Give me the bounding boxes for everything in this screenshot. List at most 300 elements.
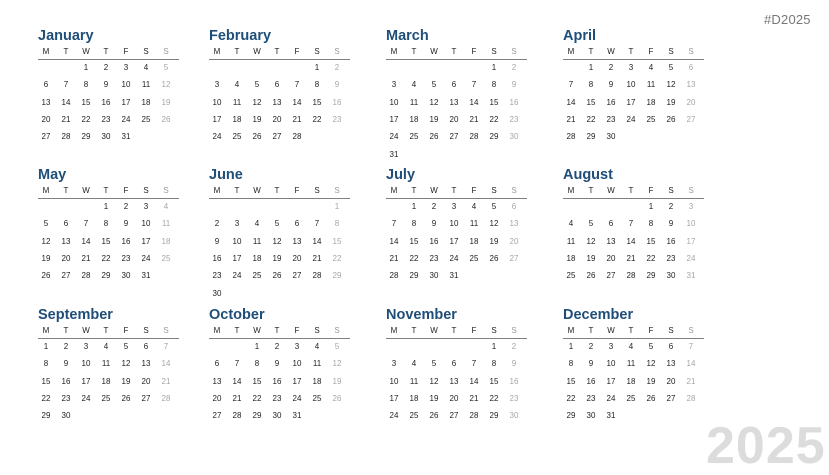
calendar-day: 10: [232, 236, 242, 246]
calendar-day: 20: [686, 97, 696, 107]
weekday-label: T: [588, 186, 594, 195]
calendar-day: 4: [254, 219, 260, 229]
weekday-label: S: [334, 186, 340, 195]
calendar-day: 28: [292, 132, 302, 142]
calendar-day: 24: [212, 132, 222, 142]
calendar-day: 19: [41, 253, 51, 263]
weekday-label: M: [213, 47, 221, 56]
calendar-day: 27: [292, 271, 302, 281]
calendar-day: 13: [41, 97, 51, 107]
calendar-day: 17: [212, 114, 222, 124]
calendar-day: 20: [272, 114, 282, 124]
weekday-label: W: [430, 326, 438, 335]
calendar-day: 31: [606, 411, 616, 421]
calendar-day: 14: [389, 236, 399, 246]
calendar-day: 5: [274, 219, 280, 229]
calendar-day: 8: [411, 219, 417, 229]
calendar-day: 20: [449, 393, 459, 403]
calendar-day: 16: [121, 236, 131, 246]
calendar-day: 24: [606, 393, 616, 403]
weekday-label: M: [390, 186, 398, 195]
calendar-day: 5: [668, 63, 674, 72]
calendar-day: 23: [509, 114, 519, 124]
calendar-day: 7: [628, 219, 634, 229]
calendar-day: 15: [332, 236, 342, 246]
calendar-day: 2: [608, 63, 614, 72]
calendar-day: 28: [469, 411, 479, 421]
calendar-day: 12: [489, 219, 499, 229]
calendar-day: 29: [489, 411, 499, 421]
calendar-day: 30: [272, 411, 282, 421]
calendar-day: 3: [214, 80, 220, 90]
weekday-label: T: [628, 186, 634, 195]
month-name: November: [386, 307, 457, 323]
calendar-day: 27: [272, 132, 282, 142]
weekday-header-row: [386, 46, 527, 60]
calendar-day: 27: [606, 271, 616, 281]
weekday-header-row: [386, 185, 527, 199]
weekday-label: T: [234, 186, 240, 195]
calendar-day: 24: [389, 132, 399, 142]
weekday-label: T: [411, 47, 417, 56]
weekday-label: T: [63, 326, 69, 335]
calendar-day: 25: [161, 253, 171, 263]
calendar-day: 29: [41, 411, 51, 421]
calendar-day: 6: [608, 219, 614, 229]
calendar-day: 19: [121, 376, 131, 386]
calendar-day: 16: [212, 253, 222, 263]
calendar-day: 5: [334, 342, 340, 351]
weekday-label: S: [143, 186, 149, 195]
calendar-day: 19: [429, 393, 439, 403]
calendar-day: 22: [81, 114, 91, 124]
calendar-day: 21: [626, 253, 636, 263]
calendar-day: 12: [429, 376, 439, 386]
calendar-day: 4: [163, 202, 169, 211]
calendar-day: 26: [646, 393, 656, 403]
calendar-day: 1: [588, 63, 594, 72]
calendar-day: 28: [686, 393, 696, 403]
weekday-label: S: [314, 47, 320, 56]
calendar-day: 11: [232, 97, 242, 107]
calendar-day: 3: [451, 202, 457, 211]
calendar-day: 5: [254, 80, 260, 90]
weekday-label: F: [123, 47, 129, 56]
calendar-day: 21: [469, 114, 479, 124]
calendar-day: 12: [272, 236, 282, 246]
calendar-day: 30: [121, 271, 131, 281]
weekday-label: S: [334, 47, 340, 56]
weekday-header-row: [386, 325, 527, 339]
month-name: March: [386, 28, 429, 44]
calendar-day: 13: [449, 97, 459, 107]
calendar-day: 15: [101, 236, 111, 246]
calendar-day: 5: [588, 219, 594, 229]
weekday-label: S: [668, 47, 674, 56]
weekday-header-row: [38, 185, 179, 199]
weekday-header-row: [209, 46, 350, 60]
calendar-day: 26: [332, 393, 342, 403]
calendar-day: 12: [429, 97, 439, 107]
calendar-day: 25: [566, 271, 576, 281]
calendar-day: 1: [568, 342, 574, 351]
calendar-day: 26: [586, 271, 596, 281]
calendar-day: 15: [409, 236, 419, 246]
weekday-label: W: [253, 326, 261, 335]
calendar-day: 9: [511, 80, 517, 90]
weekday-label: S: [511, 47, 517, 56]
calendar-day: 19: [332, 376, 342, 386]
calendar-day: 29: [252, 411, 262, 421]
calendar-day: 13: [666, 359, 676, 369]
weekday-label: S: [688, 47, 694, 56]
calendar-day: 15: [41, 376, 51, 386]
calendar-day: 2: [588, 342, 594, 351]
calendar-day: 21: [61, 114, 71, 124]
calendar-day: 7: [568, 80, 574, 90]
calendar-day: 26: [121, 393, 131, 403]
calendar-day: 12: [586, 236, 596, 246]
calendar-day: 28: [389, 271, 399, 281]
calendar-day: 29: [81, 132, 91, 142]
calendar-day: 30: [61, 411, 71, 421]
calendar-day: 12: [332, 359, 342, 369]
calendar-day: 27: [509, 253, 519, 263]
calendar-day: 8: [83, 80, 89, 90]
calendar-day: 8: [103, 219, 109, 229]
calendar-day: 8: [43, 359, 49, 369]
calendar-day: 23: [509, 393, 519, 403]
weekday-label: T: [63, 186, 69, 195]
calendar-day: 7: [234, 359, 240, 369]
calendar-day: 16: [429, 236, 439, 246]
calendar-day: 13: [686, 80, 696, 90]
calendar-day: 14: [161, 359, 171, 369]
weekday-label: T: [628, 326, 634, 335]
calendar-day: 20: [666, 376, 676, 386]
calendar-day: 3: [688, 202, 694, 211]
calendar-day: 17: [626, 97, 636, 107]
calendar-day: 18: [141, 97, 151, 107]
weekday-label: F: [294, 186, 300, 195]
calendar-day: 25: [101, 393, 111, 403]
calendar-day: 26: [429, 411, 439, 421]
calendar-day: 7: [391, 219, 397, 229]
weekday-label: T: [588, 47, 594, 56]
calendar-day: 10: [121, 80, 131, 90]
calendar-day: 16: [272, 376, 282, 386]
calendar-day: 30: [212, 288, 222, 298]
weekday-label: T: [103, 186, 109, 195]
calendar-day: 25: [232, 132, 242, 142]
weekday-label: W: [607, 326, 615, 335]
calendar-day: 4: [471, 202, 477, 211]
calendar-day: 27: [666, 393, 676, 403]
calendar-day: 15: [489, 97, 499, 107]
calendar-day: 9: [334, 80, 340, 90]
calendar-day: 17: [389, 114, 399, 124]
calendar-day: 4: [143, 63, 149, 72]
calendar-day: 7: [314, 219, 320, 229]
weekday-label: M: [213, 326, 221, 335]
weekday-label: S: [668, 186, 674, 195]
weekday-label: W: [253, 186, 261, 195]
calendar-day: 31: [686, 271, 696, 281]
calendar-day: 18: [409, 114, 419, 124]
calendar-day: 8: [491, 80, 497, 90]
calendar-day: 23: [429, 253, 439, 263]
calendar-day: 18: [161, 236, 171, 246]
calendar-day: 13: [449, 376, 459, 386]
weekday-label: M: [42, 186, 50, 195]
calendar-day: 18: [646, 97, 656, 107]
weekday-label: M: [390, 47, 398, 56]
calendar-day: 20: [141, 376, 151, 386]
calendar-day: 22: [332, 253, 342, 263]
calendar-day: 19: [666, 97, 676, 107]
weekday-label: F: [471, 47, 477, 56]
calendar-day: 29: [586, 132, 596, 142]
calendar-day: 24: [232, 271, 242, 281]
calendar-day: 16: [586, 376, 596, 386]
calendar-day: 16: [332, 97, 342, 107]
calendar-day: 3: [143, 202, 149, 211]
calendar-day: 2: [668, 202, 674, 211]
calendar-day: 21: [232, 393, 242, 403]
weekday-label: T: [63, 47, 69, 56]
calendar-day: 9: [431, 219, 437, 229]
calendar-day: 7: [294, 80, 300, 90]
calendar-day: 19: [252, 114, 262, 124]
weekday-label: S: [163, 326, 169, 335]
calendar-day: 21: [161, 376, 171, 386]
calendar-day: 1: [314, 63, 320, 72]
weekday-label: T: [588, 326, 594, 335]
calendar-day: 9: [588, 359, 594, 369]
weekday-label: S: [491, 186, 497, 195]
calendar-day: 22: [101, 253, 111, 263]
calendar-day: 30: [666, 271, 676, 281]
calendar-day: 10: [389, 376, 399, 386]
calendar-day: 5: [163, 63, 169, 72]
calendar-day: 12: [666, 80, 676, 90]
calendar-day: 25: [312, 393, 322, 403]
calendar-day: 26: [41, 271, 51, 281]
calendar-day: 24: [121, 114, 131, 124]
calendar-day: 15: [252, 376, 262, 386]
calendar-day: 18: [566, 253, 576, 263]
weekday-label: M: [567, 47, 575, 56]
calendar-day: 2: [511, 63, 517, 72]
calendar-day: 4: [648, 63, 654, 72]
weekday-header-row: [563, 46, 704, 60]
calendar-day: 15: [489, 376, 499, 386]
calendar-day: 26: [429, 132, 439, 142]
calendar-day: 5: [431, 80, 437, 90]
calendar-day: 13: [292, 236, 302, 246]
calendar-day: 11: [141, 80, 151, 90]
calendar-day: 17: [121, 97, 131, 107]
calendar-day: 3: [234, 219, 240, 229]
weekday-label: W: [82, 186, 90, 195]
weekday-label: S: [688, 186, 694, 195]
calendar-day: 10: [449, 219, 459, 229]
calendar-day: 24: [626, 114, 636, 124]
weekday-label: S: [511, 186, 517, 195]
calendar-day: 18: [626, 376, 636, 386]
calendar-day: 11: [101, 359, 111, 369]
calendar-day: 6: [43, 80, 49, 90]
calendar-day: 2: [511, 342, 517, 351]
calendar-day: 23: [332, 114, 342, 124]
weekday-label: M: [567, 186, 575, 195]
weekday-header-row: [563, 325, 704, 339]
calendar-day: 16: [509, 97, 519, 107]
calendar-day: 19: [489, 236, 499, 246]
calendar-day: 2: [63, 342, 69, 351]
month-name: October: [209, 307, 265, 323]
weekday-label: F: [123, 326, 129, 335]
calendar-day: 31: [389, 149, 399, 159]
calendar-day: 21: [292, 114, 302, 124]
calendar-day: 12: [161, 80, 171, 90]
calendar-day: 6: [451, 80, 457, 90]
calendar-day: 19: [646, 376, 656, 386]
calendar-day: 30: [509, 132, 519, 142]
calendar-day: 14: [232, 376, 242, 386]
month-name: September: [38, 307, 113, 323]
calendar-day: 27: [686, 114, 696, 124]
calendar-day: 13: [272, 97, 282, 107]
calendar-day: 16: [666, 236, 676, 246]
calendar-day: 7: [83, 219, 89, 229]
calendar-day: 11: [161, 219, 171, 229]
calendar-day: 4: [103, 342, 109, 351]
calendar-day: 23: [666, 253, 676, 263]
calendar-day: 3: [123, 63, 129, 72]
calendar-day: 8: [568, 359, 574, 369]
calendar-day: 1: [648, 202, 654, 211]
weekday-label: F: [123, 186, 129, 195]
calendar-day: 28: [469, 132, 479, 142]
calendar-day: 8: [588, 80, 594, 90]
calendar-day: 5: [491, 202, 497, 211]
calendar-day: 23: [101, 114, 111, 124]
month-name: February: [209, 28, 272, 44]
calendar-day: 20: [449, 114, 459, 124]
calendar-day: 22: [41, 393, 51, 403]
weekday-label: S: [163, 186, 169, 195]
calendar-day: 25: [252, 271, 262, 281]
weekday-label: T: [234, 47, 240, 56]
calendar-day: 27: [449, 132, 459, 142]
calendar-day: 8: [254, 359, 260, 369]
calendar-day: 7: [163, 342, 169, 351]
calendar-day: 19: [272, 253, 282, 263]
weekday-label: T: [451, 186, 457, 195]
calendar-day: 14: [292, 97, 302, 107]
calendar-day: 21: [566, 114, 576, 124]
weekday-label: T: [103, 47, 109, 56]
calendar-day: 25: [141, 114, 151, 124]
calendar-day: 12: [252, 97, 262, 107]
weekday-header-row: [209, 325, 350, 339]
calendar-day: 11: [409, 97, 419, 107]
calendar-day: 18: [101, 376, 111, 386]
calendar-day: 20: [292, 253, 302, 263]
calendar-day: 9: [123, 219, 129, 229]
calendar-day: 14: [61, 97, 71, 107]
weekday-label: S: [163, 47, 169, 56]
calendar-day: 24: [292, 393, 302, 403]
calendar-day: 9: [668, 219, 674, 229]
weekday-label: T: [274, 47, 280, 56]
weekday-label: S: [511, 326, 517, 335]
calendar-day: 4: [234, 80, 240, 90]
calendar-day: 13: [606, 236, 616, 246]
calendar-day: 19: [586, 253, 596, 263]
calendar-day: 23: [586, 393, 596, 403]
calendar-day: 21: [686, 376, 696, 386]
weekday-label: W: [430, 186, 438, 195]
calendar-day: 10: [81, 359, 91, 369]
calendar-day: 27: [41, 132, 51, 142]
calendar-day: 7: [688, 342, 694, 351]
calendar-day: 18: [312, 376, 322, 386]
calendar-day: 13: [212, 376, 222, 386]
calendar-day: 24: [449, 253, 459, 263]
weekday-label: S: [334, 326, 340, 335]
calendar-day: 1: [83, 63, 89, 72]
calendar-day: 30: [606, 132, 616, 142]
calendar-day: 6: [274, 80, 280, 90]
weekday-label: S: [314, 186, 320, 195]
calendar-day: 1: [103, 202, 109, 211]
calendar-day: 23: [272, 393, 282, 403]
weekday-label: F: [471, 326, 477, 335]
weekday-label: T: [103, 326, 109, 335]
month-name: May: [38, 167, 67, 183]
calendar-day: 22: [646, 253, 656, 263]
calendar-day: 30: [509, 411, 519, 421]
calendar-day: 17: [606, 376, 616, 386]
calendar-day: 20: [606, 253, 616, 263]
calendar-day: 11: [566, 236, 576, 246]
calendar-day: 14: [81, 236, 91, 246]
calendar-day: 4: [411, 359, 417, 369]
calendar-day: 9: [511, 359, 517, 369]
calendar-day: 20: [61, 253, 71, 263]
calendar-day: 2: [334, 63, 340, 72]
calendar-day: 24: [81, 393, 91, 403]
calendar-day: 4: [411, 80, 417, 90]
calendar-day: 1: [334, 202, 340, 211]
calendar-day: 13: [141, 359, 151, 369]
calendar-day: 6: [451, 359, 457, 369]
calendar-day: 10: [626, 80, 636, 90]
calendar-day: 28: [81, 271, 91, 281]
calendar-day: 3: [628, 63, 634, 72]
weekday-label: F: [294, 47, 300, 56]
calendar-day: 3: [83, 342, 89, 351]
calendar-day: 31: [121, 132, 131, 142]
weekday-header-row: [209, 185, 350, 199]
weekday-label: F: [294, 326, 300, 335]
calendar-day: 25: [409, 132, 419, 142]
calendar-day: 30: [429, 271, 439, 281]
calendar-day: 10: [686, 219, 696, 229]
calendar-day: 17: [449, 236, 459, 246]
